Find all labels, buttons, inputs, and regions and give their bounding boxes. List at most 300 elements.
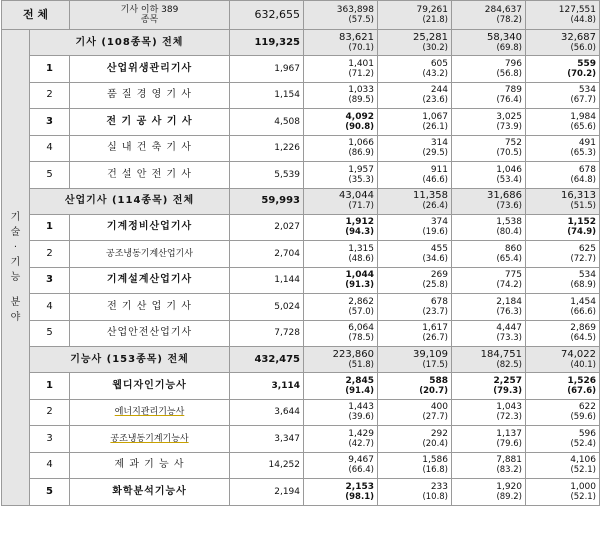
group-c1-pct: (71.7) — [348, 201, 374, 211]
row-c3 — [452, 373, 526, 400]
group-c4-value: 74,022 — [561, 348, 596, 360]
side-label-char: 기 — [10, 256, 21, 268]
row-index: 2 — [30, 82, 70, 109]
row-c2 — [378, 162, 452, 189]
row-total: 3,347 — [230, 426, 304, 453]
row-c3-pct: (89.2) — [496, 491, 522, 502]
row-c4 — [526, 109, 600, 136]
overall-c2 — [378, 1, 452, 30]
table-row — [2, 267, 600, 294]
row-c1 — [304, 162, 378, 189]
row-index: 3 — [30, 426, 70, 453]
group-c2 — [378, 188, 452, 214]
row-c4-value: 622 — [578, 402, 596, 413]
group-title: 산업기사 (114종목) 전체 — [30, 188, 230, 214]
row-c2-value: 400 — [430, 402, 448, 413]
row-c1 — [304, 320, 378, 347]
row-c4 — [526, 452, 600, 479]
row-c4-pct: (72.7) — [570, 253, 596, 264]
row-c2 — [378, 452, 452, 479]
row-total: 5,024 — [230, 294, 304, 321]
table-row — [2, 399, 600, 426]
row-name: 건 설 안 전 기 사 — [70, 162, 230, 189]
row-c4-value: 4,106 — [570, 455, 596, 466]
table-row — [2, 109, 600, 136]
row-c4 — [526, 241, 600, 268]
row-c2 — [378, 135, 452, 162]
row-c3-pct: (80.4) — [496, 227, 522, 238]
row-c1-value: 1,033 — [348, 85, 374, 96]
row-c3-value: 1,538 — [496, 217, 522, 228]
row-c3 — [452, 214, 526, 241]
overall-title-line2: 종목 — [140, 15, 159, 25]
row-c3-value: 860 — [504, 243, 522, 254]
table-row — [2, 426, 600, 453]
row-total: 3,644 — [230, 399, 304, 426]
row-c4-pct: (70.2) — [567, 68, 596, 79]
row-c3 — [452, 267, 526, 294]
row-c1-value: 1,401 — [348, 58, 374, 69]
row-c1 — [304, 56, 378, 83]
group-c2-value: 39,109 — [413, 348, 448, 360]
table-row — [2, 56, 600, 83]
row-c4-value: 491 — [578, 138, 596, 149]
group-c4 — [526, 347, 600, 373]
table-row — [2, 241, 600, 268]
row-c2-pct: (29.5) — [422, 148, 448, 159]
row-c4 — [526, 399, 600, 426]
row-c1-value: 1,044 — [345, 270, 374, 281]
row-name: 품 질 경 영 기 사 — [70, 82, 230, 109]
row-index: 1 — [30, 56, 70, 83]
row-total: 4,508 — [230, 109, 304, 136]
row-c2-pct: (27.7) — [422, 412, 448, 423]
row-c2-value: 1,617 — [422, 323, 448, 334]
group-c4-pct: (56.0) — [570, 42, 596, 53]
row-c1-pct: (66.4) — [348, 465, 374, 476]
row-c1 — [304, 479, 378, 506]
row-c3-value: 2,257 — [493, 375, 522, 386]
row-c1-value: 2,845 — [345, 375, 374, 386]
row-c1-pct: (39.6) — [348, 412, 374, 423]
row-c2-pct: (16.8) — [422, 465, 448, 476]
row-c1-pct: (48.6) — [348, 253, 374, 264]
overall-c3 — [452, 1, 526, 30]
table-row — [2, 135, 600, 162]
row-c1-value: 1,429 — [348, 428, 374, 439]
row-c3 — [452, 479, 526, 506]
overall-total-row — [2, 1, 600, 30]
group-c3-pct: (73.6) — [496, 201, 522, 211]
row-index: 3 — [30, 267, 70, 294]
group-c1-pct: (51.8) — [348, 359, 374, 370]
row-c1 — [304, 452, 378, 479]
side-label-char: · — [13, 241, 18, 253]
row-c3-value: 752 — [504, 138, 522, 149]
row-c2-value: 374 — [430, 217, 448, 228]
row-name: 기계정비산업기사 — [70, 214, 230, 241]
row-c4-value: 1,454 — [570, 296, 596, 307]
row-total: 1,144 — [230, 267, 304, 294]
group-c3-value: 58,340 — [487, 31, 522, 43]
group-total: 59,993 — [230, 188, 304, 214]
row-c1-pct: (91.3) — [345, 280, 374, 291]
row-c2-value: 455 — [430, 243, 448, 254]
group-title: 기사 (108종목) 전체 — [30, 30, 230, 56]
group-c1 — [304, 188, 378, 214]
row-index: 4 — [30, 452, 70, 479]
group-title: 기능사 (153종목) 전체 — [30, 347, 230, 373]
group-c4 — [526, 188, 600, 214]
group-c3 — [452, 30, 526, 56]
row-index: 2 — [30, 399, 70, 426]
row-c4-pct: (59.6) — [570, 412, 596, 423]
row-c2-value: 605 — [430, 58, 448, 69]
row-c4 — [526, 267, 600, 294]
row-c4-pct: (65.6) — [570, 121, 596, 132]
row-c2-pct: (10.8) — [422, 491, 448, 502]
row-c2-pct: (34.6) — [422, 253, 448, 264]
row-index: 5 — [30, 479, 70, 506]
row-c4-value: 1,152 — [567, 217, 596, 228]
table-row — [2, 373, 600, 400]
group-c4-value: 32,687 — [561, 31, 596, 43]
group-c1-value: 83,621 — [339, 31, 374, 43]
group-c4-pct: (40.1) — [570, 359, 596, 370]
row-index: 1 — [30, 373, 70, 400]
row-c3-pct: (53.4) — [496, 174, 522, 185]
row-c3-value: 775 — [504, 270, 522, 281]
row-c3 — [452, 109, 526, 136]
row-c3-value: 3,025 — [496, 111, 522, 122]
row-c4 — [526, 56, 600, 83]
row-c3-value: 2,184 — [496, 296, 522, 307]
row-c1-value: 4,092 — [345, 111, 374, 122]
row-c1 — [304, 373, 378, 400]
row-c1-pct: (42.7) — [348, 438, 374, 449]
row-c4-pct: (52.4) — [570, 438, 596, 449]
group-c2 — [378, 347, 452, 373]
row-c1-value: 1,066 — [348, 138, 374, 149]
row-c3 — [452, 82, 526, 109]
row-total: 5,539 — [230, 162, 304, 189]
row-c4-value: 534 — [578, 270, 596, 281]
row-name: 공조냉동기계기능사 — [70, 426, 230, 453]
row-total: 14,252 — [230, 452, 304, 479]
row-c4-value: 1,984 — [570, 111, 596, 122]
row-total: 2,027 — [230, 214, 304, 241]
row-c1 — [304, 82, 378, 109]
group-total: 119,325 — [230, 30, 304, 56]
row-c4-pct: (68.9) — [570, 280, 596, 291]
row-c3-pct: (72.3) — [496, 412, 522, 423]
row-c4 — [526, 294, 600, 321]
row-c2-value: 314 — [430, 138, 448, 149]
row-c1-pct: (91.4) — [345, 385, 374, 396]
row-c4-pct: (52.1) — [570, 465, 596, 476]
overall-c1-value: 363,898 — [336, 5, 374, 15]
table-row — [2, 82, 600, 109]
row-c2-value: 678 — [430, 296, 448, 307]
group-c2 — [378, 30, 452, 56]
row-c3-pct: (79.3) — [493, 385, 522, 396]
row-c4 — [526, 373, 600, 400]
row-c4 — [526, 214, 600, 241]
row-c2 — [378, 109, 452, 136]
row-c4 — [526, 320, 600, 347]
row-c1-value: 1,957 — [348, 164, 374, 175]
row-c4-pct: (66.6) — [570, 306, 596, 317]
row-c3-value: 7,881 — [496, 455, 522, 466]
group-c4-pct: (51.5) — [570, 201, 596, 211]
row-c3 — [452, 452, 526, 479]
row-c1-pct: (86.9) — [348, 148, 374, 159]
row-c3 — [452, 399, 526, 426]
group-c2-value: 25,281 — [413, 31, 448, 43]
side-label-char: 술 — [10, 226, 21, 238]
row-c1 — [304, 109, 378, 136]
side-label-char: 능 — [10, 271, 21, 283]
row-c2-value: 244 — [430, 85, 448, 96]
table-row — [2, 294, 600, 321]
row-c2-pct: (26.1) — [422, 121, 448, 132]
row-c1 — [304, 135, 378, 162]
row-c2-value: 1,586 — [422, 455, 448, 466]
row-c4 — [526, 162, 600, 189]
row-c1-pct: (71.2) — [348, 68, 374, 79]
row-c2-pct: (19.6) — [422, 227, 448, 238]
row-c3 — [452, 426, 526, 453]
row-index: 2 — [30, 241, 70, 268]
group-c3-pct: (69.8) — [496, 42, 522, 53]
group-summary-row — [2, 188, 600, 214]
row-c3-pct: (70.5) — [496, 148, 522, 159]
row-c1-pct: (94.3) — [345, 227, 374, 238]
row-c2-value: 1,067 — [422, 111, 448, 122]
overall-title-line1: 기사 이하 389 — [120, 5, 179, 15]
group-c3-pct: (82.5) — [496, 359, 522, 370]
group-c2-pct: (26.4) — [422, 201, 448, 211]
overall-c3-value: 284,637 — [484, 5, 522, 15]
row-c3-pct: (74.2) — [496, 280, 522, 291]
table-row — [2, 214, 600, 241]
row-c1-pct: (90.8) — [345, 121, 374, 132]
row-c3-value: 789 — [504, 85, 522, 96]
group-c3 — [452, 347, 526, 373]
side-label-char: 분 — [10, 296, 21, 308]
overall-total: 632,655 — [230, 1, 304, 30]
group-c4-value: 16,313 — [561, 190, 596, 201]
row-c2-value: 588 — [429, 375, 448, 386]
row-c3-pct: (79.6) — [496, 438, 522, 449]
row-c1 — [304, 241, 378, 268]
row-c1 — [304, 214, 378, 241]
row-name: 산업안전산업기사 — [70, 320, 230, 347]
row-name: 전 기 산 업 기 사 — [70, 294, 230, 321]
row-c2-pct: (20.4) — [422, 438, 448, 449]
row-total: 1,967 — [230, 56, 304, 83]
row-c3-pct: (76.4) — [496, 95, 522, 106]
row-c4-pct: (52.1) — [570, 491, 596, 502]
group-total: 432,475 — [230, 347, 304, 373]
row-c4-pct: (67.6) — [567, 385, 596, 396]
row-index: 5 — [30, 320, 70, 347]
row-c4-pct: (74.9) — [567, 227, 596, 238]
row-c3-value: 1,920 — [496, 481, 522, 492]
row-c2 — [378, 479, 452, 506]
row-c4-pct: (67.7) — [570, 95, 596, 106]
row-c1 — [304, 426, 378, 453]
row-c4 — [526, 479, 600, 506]
row-c3 — [452, 294, 526, 321]
row-name: 산업위생관리기사 — [70, 56, 230, 83]
overall-c4 — [526, 1, 600, 30]
side-label-char: 기 — [10, 211, 21, 223]
row-c1 — [304, 399, 378, 426]
table-row — [2, 162, 600, 189]
group-summary-row — [2, 30, 600, 56]
row-c1 — [304, 267, 378, 294]
table-row — [2, 479, 600, 506]
row-c1-value: 9,467 — [348, 455, 374, 466]
overall-c4-value: 127,551 — [558, 5, 596, 15]
row-name: 에너지관리기능사 — [70, 399, 230, 426]
row-c1-value: 1,912 — [345, 217, 374, 228]
row-c3-pct: (76.3) — [496, 306, 522, 317]
row-c4-value: 1,000 — [570, 481, 596, 492]
row-name: 웹디자인기능사 — [70, 373, 230, 400]
row-total: 1,154 — [230, 82, 304, 109]
row-c3-value: 4,447 — [496, 323, 522, 334]
overall-c1-pct: (57.5) — [348, 15, 374, 25]
row-c2 — [378, 373, 452, 400]
group-c2-pct: (30.2) — [422, 42, 448, 53]
row-c3-pct: (83.2) — [496, 465, 522, 476]
row-total: 7,728 — [230, 320, 304, 347]
row-name: 화학분석기능사 — [70, 479, 230, 506]
row-c2 — [378, 294, 452, 321]
group-c2-value: 11,358 — [413, 190, 448, 201]
row-name: 전 기 공 사 기 사 — [70, 109, 230, 136]
row-c3-pct: (65.4) — [496, 253, 522, 264]
overall-label: 전 체 — [2, 1, 70, 30]
group-c1 — [304, 347, 378, 373]
group-c3-value: 184,751 — [480, 348, 522, 360]
row-c3 — [452, 320, 526, 347]
row-c4 — [526, 82, 600, 109]
row-c1-value: 6,064 — [348, 323, 374, 334]
row-c2 — [378, 267, 452, 294]
row-name: 실 내 건 축 기 사 — [70, 135, 230, 162]
row-total: 2,194 — [230, 479, 304, 506]
group-c1-pct: (70.1) — [348, 42, 374, 53]
group-c2-pct: (17.5) — [422, 359, 448, 370]
row-c1-value: 2,153 — [345, 481, 374, 492]
row-c4-value: 625 — [578, 243, 596, 254]
table-row — [2, 452, 600, 479]
row-index: 4 — [30, 135, 70, 162]
row-c2-value: 911 — [430, 164, 448, 175]
side-label — [2, 30, 30, 506]
row-c2 — [378, 214, 452, 241]
row-c3-value: 796 — [504, 58, 522, 69]
side-label-char: 야 — [10, 311, 21, 323]
row-c1-pct: (89.5) — [348, 95, 374, 106]
row-index: 4 — [30, 294, 70, 321]
row-c2-pct: (23.7) — [422, 306, 448, 317]
overall-title — [70, 1, 230, 30]
row-c2-pct: (43.2) — [422, 68, 448, 79]
row-c4 — [526, 426, 600, 453]
row-c2 — [378, 426, 452, 453]
row-index: 3 — [30, 109, 70, 136]
row-c4-value: 559 — [577, 58, 596, 69]
row-c1-pct: (35.3) — [348, 174, 374, 185]
row-c2 — [378, 56, 452, 83]
overall-c1 — [304, 1, 378, 30]
overall-c2-pct: (21.8) — [422, 15, 448, 25]
row-c1-pct: (98.1) — [345, 491, 374, 502]
row-c1-value: 1,315 — [348, 243, 374, 254]
row-c3 — [452, 162, 526, 189]
group-c4 — [526, 30, 600, 56]
row-total: 3,114 — [230, 373, 304, 400]
row-c3 — [452, 56, 526, 83]
row-total: 2,704 — [230, 241, 304, 268]
row-index: 5 — [30, 162, 70, 189]
statistics-table — [1, 0, 600, 506]
row-c2-pct: (25.8) — [422, 280, 448, 291]
row-c2 — [378, 241, 452, 268]
row-c3-pct: (73.9) — [496, 121, 522, 132]
row-c2 — [378, 320, 452, 347]
group-c3-value: 31,686 — [487, 190, 522, 201]
group-c1 — [304, 30, 378, 56]
row-c2-pct: (26.7) — [422, 333, 448, 344]
table-row — [2, 320, 600, 347]
overall-c4-pct: (44.8) — [570, 15, 596, 25]
row-c4-value: 2,869 — [570, 323, 596, 334]
row-index: 1 — [30, 214, 70, 241]
overall-c3-pct: (78.2) — [496, 15, 522, 25]
row-c1 — [304, 294, 378, 321]
row-c3 — [452, 241, 526, 268]
row-c4 — [526, 135, 600, 162]
row-c4-value: 596 — [578, 428, 596, 439]
row-c1-pct: (78.5) — [348, 333, 374, 344]
row-c2-value: 233 — [430, 481, 448, 492]
row-c1-pct: (57.0) — [348, 306, 374, 317]
row-c3-value: 1,137 — [496, 428, 522, 439]
row-c4-value: 678 — [578, 164, 596, 175]
row-c2-value: 269 — [430, 270, 448, 281]
group-c1-value: 223,860 — [332, 348, 374, 360]
row-c2-pct: (20.7) — [419, 385, 448, 396]
row-c4-value: 1,526 — [567, 375, 596, 386]
row-c2-pct: (23.6) — [422, 95, 448, 106]
group-c3 — [452, 188, 526, 214]
row-c4-pct: (64.5) — [570, 333, 596, 344]
row-c2-pct: (46.6) — [422, 174, 448, 185]
row-c4-pct: (64.8) — [570, 174, 596, 185]
row-c3-value: 1,046 — [496, 164, 522, 175]
row-c3-value: 1,043 — [496, 402, 522, 413]
group-summary-row — [2, 347, 600, 373]
row-c3 — [452, 135, 526, 162]
row-total: 1,226 — [230, 135, 304, 162]
row-c3-pct: (56.8) — [496, 68, 522, 79]
row-c1-value: 1,443 — [348, 402, 374, 413]
